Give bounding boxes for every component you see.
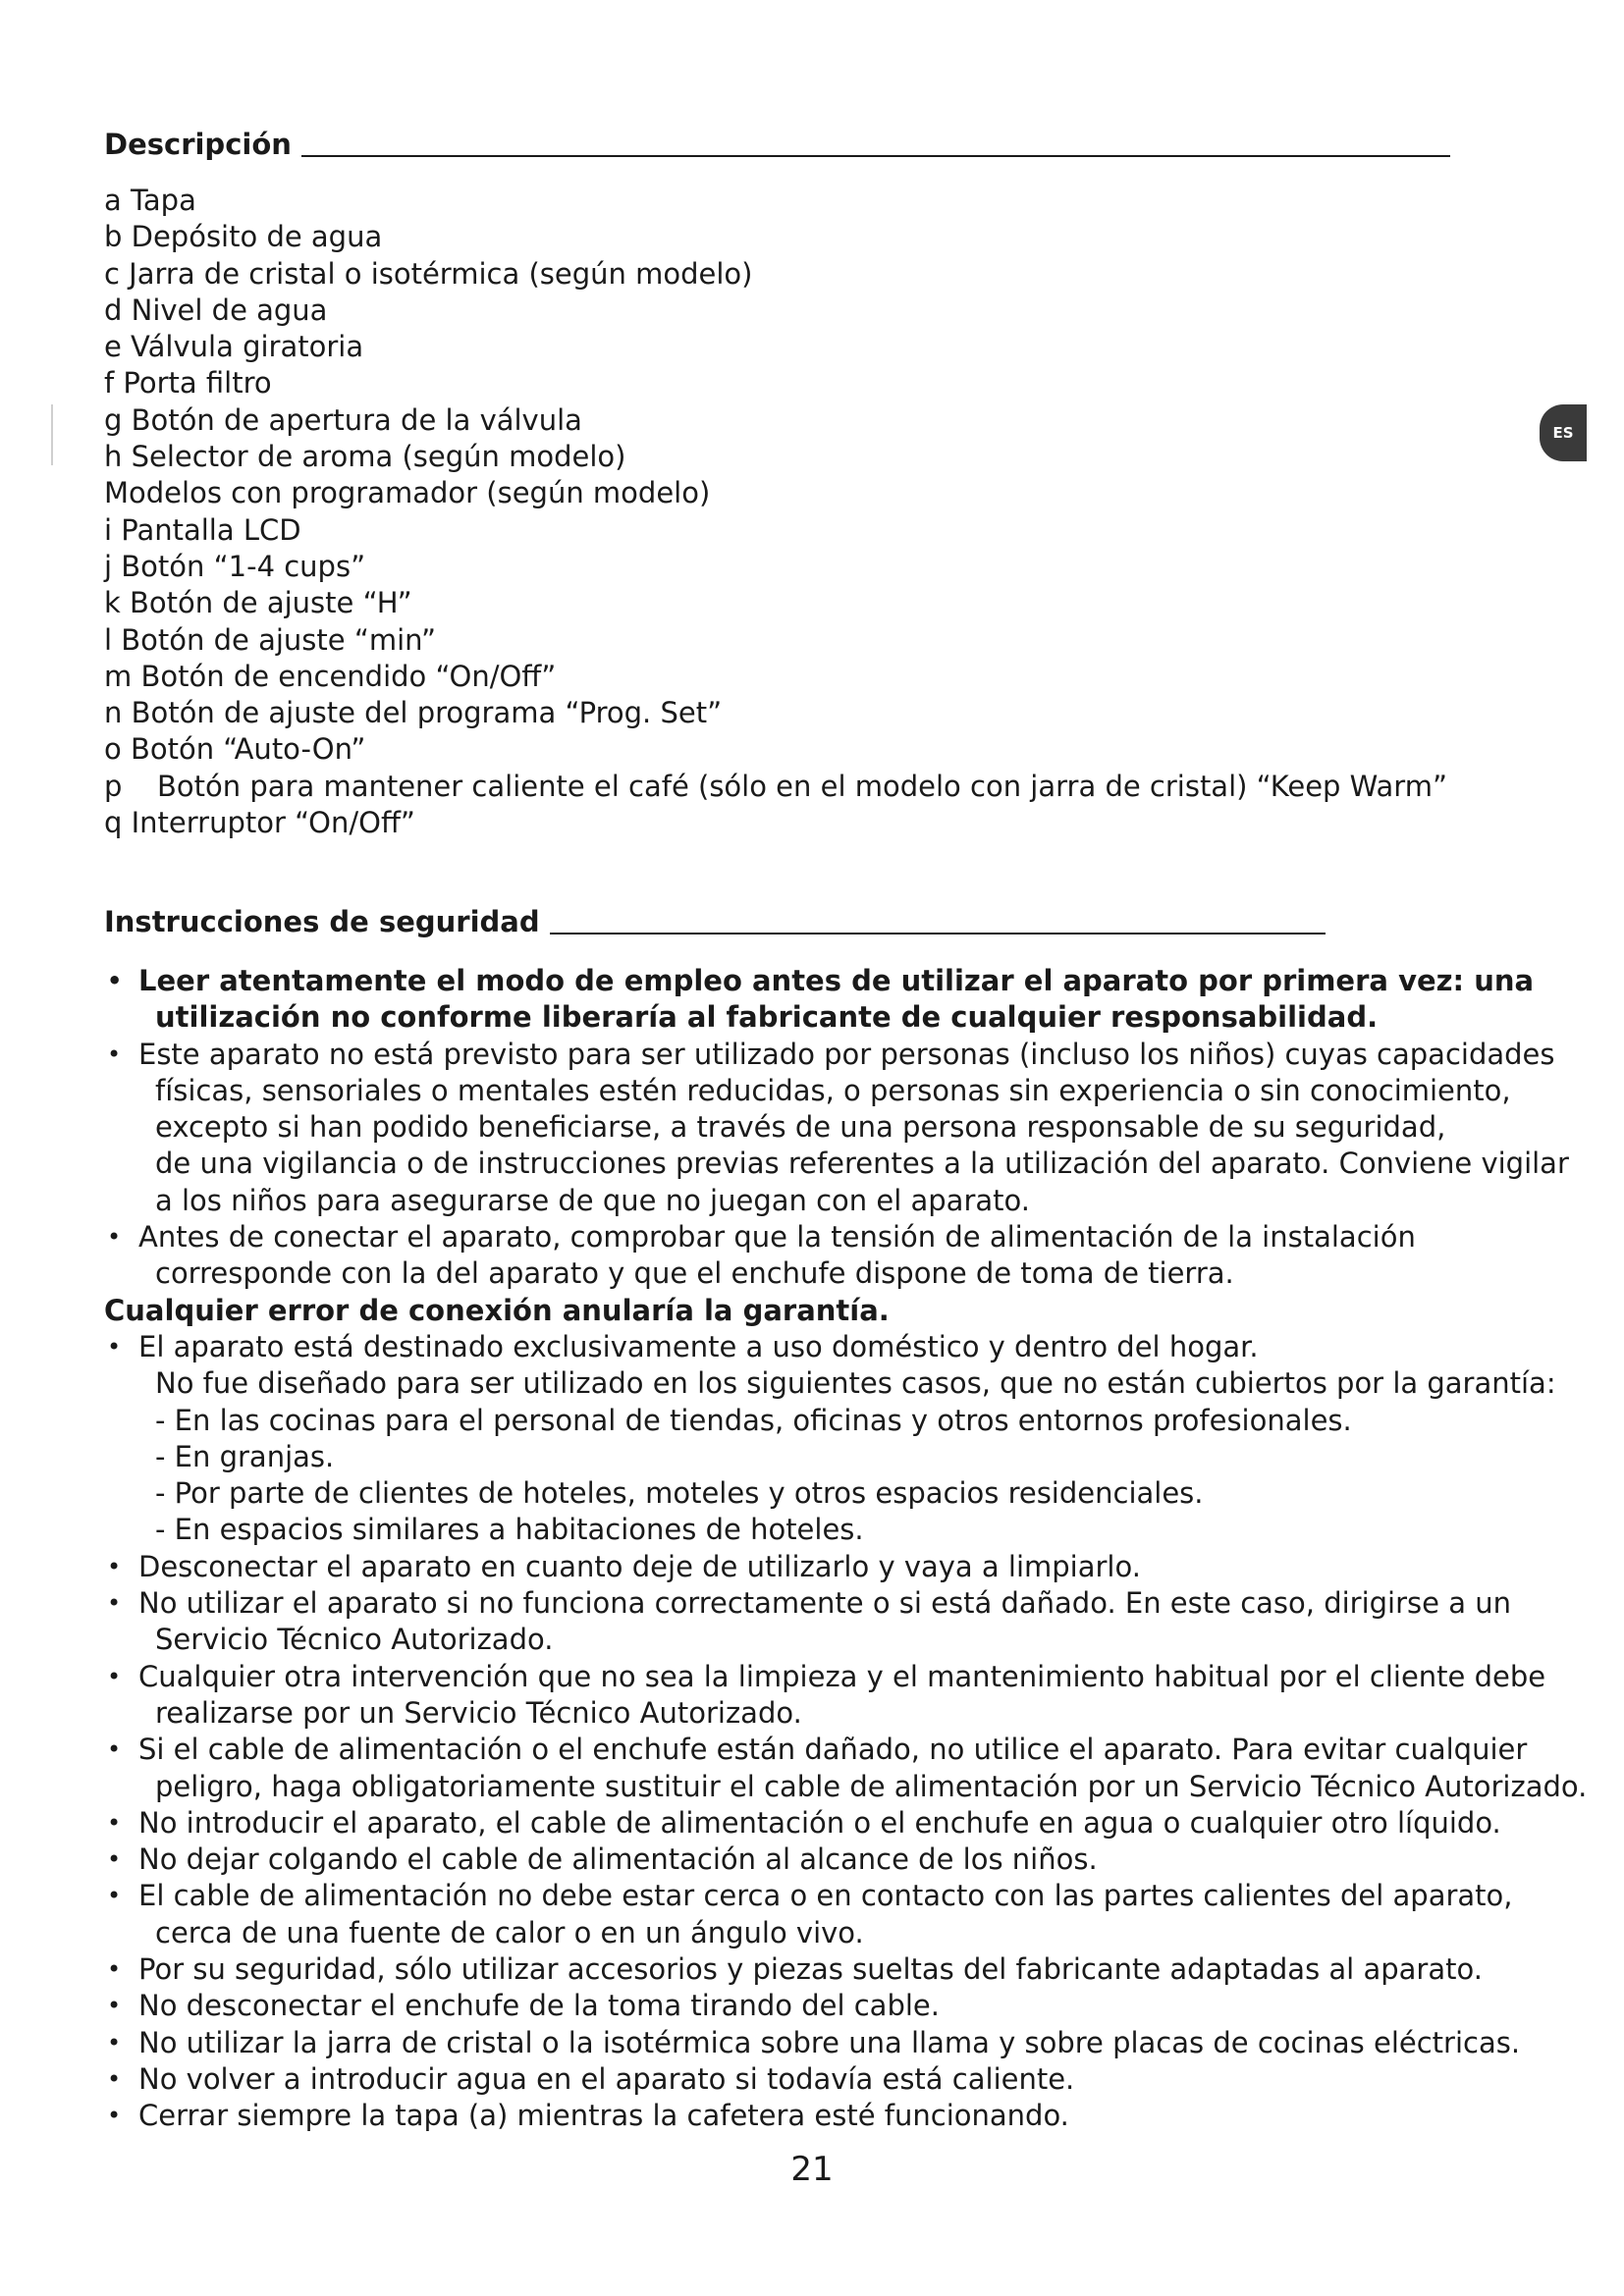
part-item: k Botón de ajuste “H” [104,586,412,620]
safety-item [104,1219,1547,1255]
parts-list [104,183,1447,841]
safety-item-text: No volver a introducir agua en el aparato si todavía está caliente. [138,2061,1075,2096]
bullet-icon: • [107,1882,122,1910]
bullet-icon: • [107,2064,122,2093]
safety-item [104,1878,1547,1914]
bullet-icon: • [107,1808,122,1837]
safety-item [104,1585,1547,1622]
part-item: q Interruptor “On/Off” [104,806,415,840]
bullet-icon: • [107,1040,122,1068]
safety-item [104,1951,1547,1988]
safety-item-text: No utilizar la jarra de cristal o la isotérmica sobre una llama y sobre placas de cocinas eléctricas. [138,2025,1521,2059]
safety-item [104,963,1547,999]
safety-item-continuation: corresponde con la del aparato y que el enchufe dispone de toma de tierra. [155,1256,1234,1291]
safety-item-continuation: a los niños para asegurarse de que no juegan con el aparato. [155,1183,1030,1217]
language-tab [1540,404,1587,461]
safety-item-text: Leer atentamente el modo de empleo antes de utilizar el aparato por primera vez: una [138,964,1535,997]
part-item: g Botón de apertura de la válvula [104,402,582,437]
safety-item-text: No dejar colgando el cable de alimentación al alcance de los niños. [138,1842,1098,1877]
safety-item-continuation: peligro, haga obligatoriamente sustituir el cable de alimentación por un Servicio Técnico Autorizado. [155,1769,1588,1803]
safety-item-text: El aparato está destinado exclusivamente a uso doméstico y dentro del hogar. [138,1329,1259,1363]
safety-item [104,1037,1555,1073]
excluded-use-item: - En espacios similares a habitaciones de hoteles. [155,1513,864,1547]
part-letter: p [104,769,123,803]
safety-item-text: Este aparato no está previsto para ser utilizado por personas (incluso los niños) cuyas capacidades [138,1037,1555,1071]
part-item: f Porta filtro [104,366,272,400]
safety-item-text: El cable de alimentación no debe estar cerca o en contacto con las partes calientes del aparato, [138,1879,1513,1913]
safety-instructions [104,963,1588,2135]
part-item [104,769,1447,805]
safety-item [104,1549,1547,1585]
safety-item-text: No introducir el aparato, el cable de alimentación o el enchufe en agua o cualquier otro líquido. [138,1805,1501,1840]
safety-heading-row [104,905,1326,938]
bullet-icon: • [107,1992,122,2020]
safety-item-text: Si el cable de alimentación o el enchufe están dañado, no utilice el aparato. Para evitar cualquier [138,1733,1528,1767]
bullet-icon: • [107,1662,122,1690]
safety-item-continuation: de una vigilancia o de instrucciones previas referentes a la utilización del aparato. Conviene vigilar [155,1147,1569,1181]
excluded-use-item: - Por parte de clientes de hoteles, moteles y otros espacios residenciales. [155,1476,1204,1511]
margin-mark [51,404,53,465]
part-item: o Botón “Auto-On” [104,732,366,767]
safety-item [104,1805,1547,1842]
part-item: b Depósito de agua [104,220,383,254]
safety-item [104,2061,1547,2098]
part-item: c Jarra de cristal o isotérmica (según modelo) [104,256,753,291]
heading-rule [301,155,1450,157]
part-item: Modelos con programador (según modelo) [104,476,711,510]
bullet-icon: • [107,1955,122,1984]
part-item: n Botón de ajuste del programa “Prog. Set” [104,696,723,730]
safety-item [104,1842,1547,1878]
language-code: ES [1552,424,1574,442]
safety-item-text: Antes de conectar el aparato, comprobar que la tensión de alimentación de la instalación [138,1220,1416,1255]
safety-item-continuation: físicas, sensoriales o mentales estén reducidas, o personas sin experiencia o sin conocimiento, [155,1073,1511,1107]
bullet-icon: • [107,967,123,994]
safety-heading: Instrucciones de seguridad [104,905,540,938]
safety-item-continuation: excepto si han podido beneficiarse, a través de una persona responsable de su seguridad, [155,1110,1446,1145]
safety-item-text: Cualquier otra intervención que no sea la limpieza y el mantenimiento habitual por el cliente debe [138,1659,1546,1693]
safety-item-continuation: No fue diseñado para ser utilizado en los siguientes casos, que no están cubiertos por la garantía: [155,1366,1556,1401]
safety-item-text: Por su seguridad, sólo utilizar accesorios y piezas sueltas del fabricante adaptadas al aparato. [138,1952,1483,1987]
part-item: e Válvula giratoria [104,330,364,364]
safety-item [104,2098,1547,2134]
heading-rule [550,933,1326,934]
bullet-icon: • [107,1589,122,1618]
safety-item-continuation: utilización no conforme liberaría al fabricante de cualquier responsabilidad. [155,1000,1379,1035]
safety-item [104,1329,1547,1365]
bullet-icon: • [107,1845,122,1874]
part-item: i Pantalla LCD [104,512,301,547]
warranty-warning: Cualquier error de conexión anularía la garantía. [104,1293,890,1327]
part-item: d Nivel de agua [104,293,328,327]
bullet-icon: • [107,2102,122,2130]
description-heading-row [104,128,1450,161]
excluded-use-item: - En las cocinas para el personal de tiendas, oficinas y otros entornos profesionales. [155,1403,1352,1437]
part-item: h Selector de aroma (según modelo) [104,440,626,474]
safety-item-text: No desconectar el enchufe de la toma tirando del cable. [138,1989,940,2023]
part-text: Botón para mantener caliente el café (sólo en el modelo con jarra de cristal) “Keep Warm” [157,769,1447,803]
bullet-icon: • [107,1332,122,1361]
excluded-use-item: - En granjas. [155,1439,335,1473]
part-item: a Tapa [104,184,196,217]
safety-item-continuation: Servicio Técnico Autorizado. [155,1623,554,1657]
part-item: l Botón de ajuste “min” [104,622,436,657]
safety-item [104,2025,1547,2061]
safety-item-text: No utilizar el aparato si no funciona correctamente o si está dañado. En este caso, dirigirse a un [138,1586,1511,1621]
page-number: 21 [790,2150,834,2189]
part-item: m Botón de encendido “On/Off” [104,659,557,693]
safety-item [104,1659,1547,1695]
safety-item-continuation: realizarse por un Servicio Técnico Autorizado. [155,1695,802,1730]
safety-item-text: Desconectar el aparato en cuanto deje de utilizarlo y vaya a limpiarlo. [138,1549,1141,1583]
bullet-icon: • [107,1552,122,1580]
part-item: j Botón “1-4 cups” [104,549,366,583]
safety-item-text: Cerrar siempre la tapa (a) mientras la cafetera esté funcionando. [138,2099,1069,2133]
description-heading: Descripción [104,128,292,161]
safety-item [104,1732,1547,1768]
bullet-icon: • [107,2028,122,2056]
safety-item [104,1988,1547,2024]
bullet-icon: • [107,1735,122,1764]
safety-item-continuation: cerca de una fuente de calor o en un ángulo vivo. [155,1915,864,1949]
bullet-icon: • [107,1223,122,1252]
